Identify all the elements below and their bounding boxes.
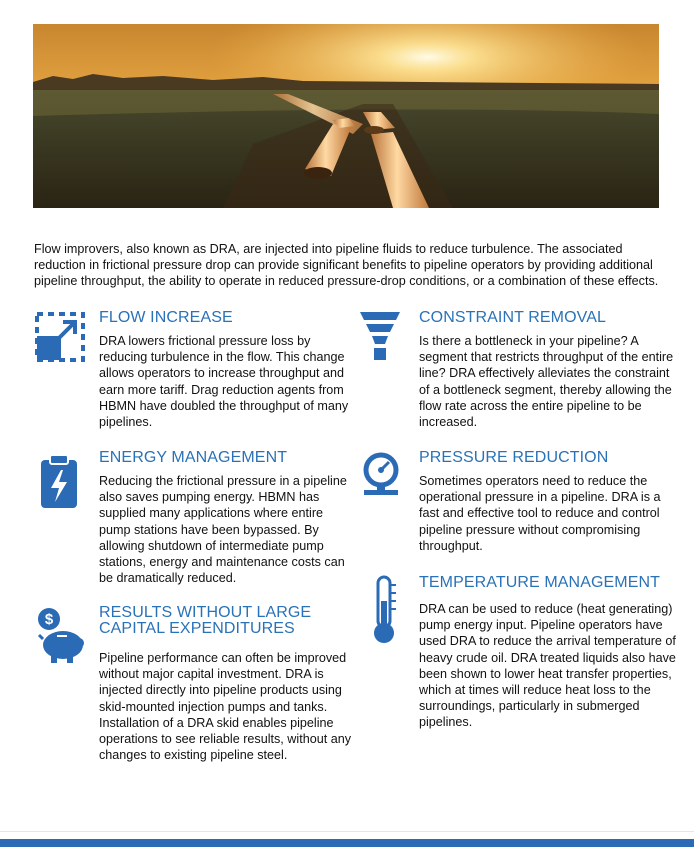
temperature-management-body: DRA can be used to reduce (heat generating) pump energy input. Pipeline operators have used DRA to reduce the arrival temperature of heavy crude oil. DRA treated liquids also have been shown to lower heat transfer properties, which at times will reduce heat loss to the surroundings, particularly in submerged pipelines.: [419, 602, 676, 730]
pressure-gauge-icon: [360, 452, 402, 501]
pressure-reduction-body: Sometimes operators need to reduce the operational pressure in a pipeline. DRA is a fast and effective tool to reduce and control pipeline pressure without compromising throughput.: [419, 474, 661, 553]
footer-bar: [0, 839, 694, 847]
temperature-management-title: TEMPERATURE MANAGEMENT: [419, 574, 661, 591]
flow-increase-body: DRA lowers frictional pressure loss by reducing turbulence in the flow. This change allows operators to increase throughput and earn more tariff. Drag reduction agents from HBMN have doubled the throughput of many pipelines.: [99, 334, 349, 430]
feature-pressure-reduction: [358, 448, 678, 568]
feature-flow-increase: [35, 308, 355, 438]
energy-management-title: ENERGY MANAGEMENT: [99, 449, 288, 466]
feature-energy-management: [35, 448, 355, 598]
results-title-line1: RESULTS WITHOUT LARGE: [99, 604, 312, 621]
svg-text:$: $: [44, 611, 54, 628]
funnel-icon: [358, 310, 402, 367]
pressure-reduction-title: PRESSURE REDUCTION: [419, 449, 609, 466]
intro-paragraph: Flow improvers, also known as DRA, are injected into pipeline fluids to reduce turbulence. The associated reduction in frictional pressure drop can provide significant benefits to pipeline operators by providing additional pipeline throughput, the ability to operate in reduced pressure-drop conditions, or a combination of these effects.: [34, 241, 659, 289]
energy-management-body: Reducing the frictional pressure in a pipeline also saves pumping energy. HBMN has supplied many applications where entire pump stations have been bypassed. By allowing shutdown of intermediate pump stations, energy and maintenance costs can be dramatically reduced.: [99, 474, 347, 586]
constraint-removal-title: CONSTRAINT REMOVAL: [419, 309, 607, 326]
constraint-removal-body: Is there a bottleneck in your pipeline? A segment that restricts throughput of the entire line? DRA effectively alleviates the constraint of a bottleneck segment, thereby allowing the flow rate across the entire pipeline to be increased.: [419, 334, 674, 430]
thermometer-icon: [368, 575, 398, 650]
clipboard-lightning-icon: [39, 454, 79, 515]
expand-arrow-icon: [35, 312, 85, 367]
feature-constraint-removal: [358, 308, 678, 438]
results-title-line2: CAPITAL EXPENDITURES: [99, 620, 295, 637]
footer-divider: [0, 831, 694, 832]
feature-temperature-management: [358, 573, 678, 743]
hero-pipeline-photo: [33, 24, 659, 208]
flow-increase-title: FLOW INCREASE: [99, 309, 233, 326]
results-body: Pipeline performance can often be improved without major capital investment. DRA is injected directly into pipeline products using skid-mounted injection pumps and tanks. Installation of a DRA skid enables pipeline operations to see reliable results, without any changes to existing pipeline steel.: [99, 651, 352, 763]
piggy-bank-dollar-icon: [35, 607, 87, 670]
feature-results-without-capex: [35, 603, 355, 773]
